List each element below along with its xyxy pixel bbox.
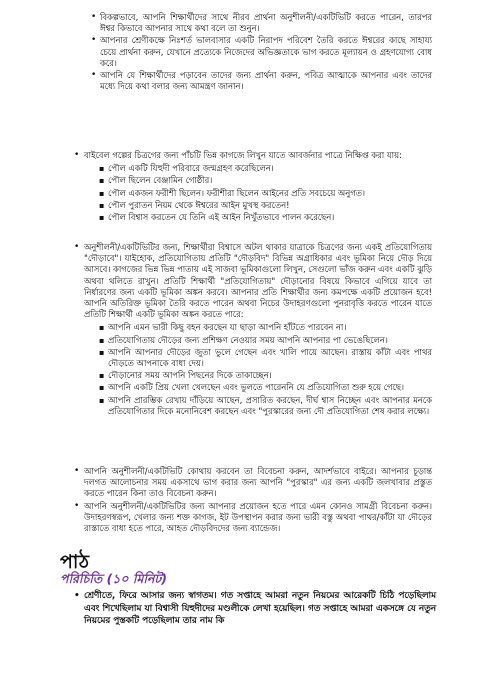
- list-item: [108, 370, 432, 381]
- list-item-text: আপনি একটি প্রিয় খেলা খেলছেন এবং ভুলতে পারেননি যে প্রতিযোগিতা শুরু হয়ে গেছে।: [108, 382, 404, 393]
- list-item: [108, 335, 432, 346]
- race-activity-section: [84, 242, 432, 418]
- list-item-text: দৌড়ানোর সময় আপনি পিছনের দিকে তাকাচ্ছেন।: [108, 370, 272, 381]
- prayer-preparation-list: [100, 12, 432, 93]
- race-roles-list: [84, 322, 432, 417]
- list-item: [100, 12, 432, 34]
- list-item-text: বিকল্পভাবে, আপনি শিক্ষার্থীদের সাথে নীরব প্রার্থনা অনুশীলনী/একটিভিটি করতে পারেন, তারপর ঈশ্বর কিভাবে আপনার সাথে কথা বলে তা শুনুন।: [100, 12, 432, 34]
- list-item-text: আপনি অনুশীলনী/একটিভিটি কোথায় করবেন তা বিবেচনা করুন, আদর্শভাবে বাইরে। আপনার চূড়ান্ত দলগত আলোচনার সময় একসাথে ভাগ করার জন্য আপনি "পুরস্কার" এর জন্য একটি জলখাবার প্রস্তুত করতে পারেন কিনা তাও বিবেচনা করুন।: [84, 466, 432, 499]
- list-item: [100, 35, 432, 69]
- list-item-text: পৌল একটি যিহুদী পরিবারে জন্মগ্রহণ করেছিলেন।: [108, 163, 274, 174]
- list-item-text: আপনি প্রারম্ভিক রেখায় দাঁড়িয়ে আছেন, প্রসারিত করছেন, দীর্ঘ শ্বাস নিচ্ছেন এবং আপনার মনকে প্রতিযোগিতার দিকে মনোনিবেশ করছেন এবং "পুরস্কারের জন্য দৌ প্রতিযোগিতা শেষ করার লক্ষ্যে।: [108, 394, 432, 416]
- list-item-text: পৌল বিশ্বাস করতেন যে তিনি এই আইন নিখুঁতভাবে পালন করেছেন।: [108, 212, 335, 223]
- list-item: [108, 395, 432, 417]
- story-statements-list: [84, 163, 432, 223]
- list-item: [108, 200, 432, 211]
- list-item: [84, 466, 432, 500]
- list-item-text: পৌল একজন ফরীশী ছিলেন। ফরীশীরা ছিলেন আইনের প্রতি সবচেয়ে অনুগত।: [108, 187, 365, 198]
- section-intro: বাইবেল গল্পের চিত্রগের জন্য পাঁচটি ভিন্ন কাগজে লিখুন যাতে আবর্জনার পাত্রে নিক্ষিপ্ত করা যায়:: [84, 150, 402, 160]
- list-item: [108, 163, 432, 174]
- list-item: [84, 150, 432, 223]
- list-item-text: আপনি অনুশীলনী/একটিভিটির জন্য আপনার প্রয়োজন হতে পারে এমন কোনও সামগ্রী বিবেচনা করুন। উদাহরণস্বরূপ, খেলার জন্য শক্ত কাগজ, ইট উপস্থাপন করার জন্য ভারী বস্তু অথবা পাথর/কাঁটা যা দৌড়ের রাস্তাতে বাধা হতে পারে, আহত দৌড়বিদদের জন্য ব্যান্ডেজ।: [84, 500, 432, 534]
- lesson-intro-section: [84, 590, 436, 629]
- list-item: [108, 212, 432, 223]
- list-item-text: শ্রেণীতে, ফিরে আসার জন্য স্বাগতম। গত সপ্তাহে আমরা নতুন নিয়মের আরেকটি চিঠি পড়েছিলাম এবং শিখেছিলাম যা বিশ্বাসী যিহুদীদের মণ্ডলীকে লেখা হয়েছিল। গত সপ্তাহে আমরা একসঙ্গে যে নতুন নিয়মের পুস্তকটি পড়েছিলাম তার নাম কি: [84, 591, 436, 626]
- list-item-text: আপনার শ্রেণীকক্ষে নিঃশর্ত ভালবাসার একটি নিরাপদ পরিবেশ তৈরি করতে ঈশ্বরের কাছে সাহায্য চেয়ে প্রার্থনা করুন, যেখানে প্রত্যেকে নিজেদের অভিজ্ঞতাকে ভাগ করতে মূল্যায়ন ও গ্রহণযোগ্য বোধ করে।: [100, 35, 432, 68]
- list-item: [108, 322, 432, 333]
- lesson-heading: পাঠ: [60, 551, 90, 573]
- list-item-text: আপনি আপনার দৌড়ের জুতা ভুলে গেছেন এবং খালি পায়ে আছেন। রাস্তায় কাঁটা এবং পাথর দৌড়তে আপনাকে বাধা দেয়।: [108, 346, 432, 369]
- list-item: [108, 347, 432, 369]
- story-papers-section: [84, 150, 432, 224]
- introduction-subheading: পরিচিতি (১০ মিনিট): [60, 571, 167, 586]
- list-item-text: আপনি যে শিক্ষার্থীদের পড়াবেন তাদের জন্য প্রার্থনা করুন, পবিত্র আত্মাকে আপনার এবং তাদের মধ্যে দিয়ে কথা বলার জন্য আমন্ত্রণ জানান।: [100, 70, 432, 92]
- activity-logistics-section: [84, 466, 432, 535]
- list-item: [108, 382, 432, 393]
- section-intro: অনুশীলনী/একটিভিটির জন্য, শিক্ষার্থীরা বিশ্বাসে অটল থাকার যাত্রাকে চিত্রণের জন্য একই প্রতিযোগিতায় "দৌড়াবে"। যাইহোক, প্রতিযোগিতায় প্রতিটি "দৌড়বিদ" বিভিন্ন অগ্রাধিকার এবং ভূমিকা নিয়ে দৌড় দিয়ে আসবে। কাগজের ভিন্ন ভিন্ন পাতায় এই সাজবা ভূমিকাগুলো লিখুন, সেগুলো ভাঁজ করুন এবং একটি ঝুড়ি অথবা থলিতে রাখুন। প্রতিটি শিক্ষার্থী "প্রতিযোগিতায়" দৌড়ানোর বিষয়ে কিভাবে এগিয়ে যাবে তা নির্ধারণের জন্য একটি ভূমিকা অঙ্কন করবে। আপনার প্রতি শিক্ষার্থীর জন্য কমপক্ষে একটি প্রয়োজন হবে! আপনি অতিরিক্ত ভূমিকা তৈরি করতে পারেন অথবা নিচের উদাহরণগুলো পুনরাবৃত্তি করতে পারেন যাতে প্রতিটি শিক্ষার্থী একটি ভূমিকা অঙ্কন করতে পারে:: [84, 242, 432, 320]
- list-item: [84, 242, 432, 417]
- list-item: [84, 590, 436, 628]
- list-item-text: আপনি এমন ভারী কিছু বহন করছেন যা ছাড়া আপনি হাঁটতে পারবেন না।: [108, 322, 347, 333]
- list-item-text: পৌল ছিলেন বেঞ্জামিন গোষ্ঠীর।: [108, 175, 213, 186]
- list-item: [100, 70, 432, 92]
- list-item-text: প্রতিযোগিতায় দৌড়ের জন্য প্রশিক্ষণ নেওয়ার সময় আপনি আপনার পা ভেঙেছিলেন।: [108, 334, 388, 345]
- list-item-text: পৌল পুরাতন নিয়ম থেকে ঈশ্বরের আইন মুখস্থ করতেন!: [108, 199, 290, 210]
- list-item: [108, 175, 432, 186]
- list-item: [108, 188, 432, 199]
- list-item: [84, 501, 432, 535]
